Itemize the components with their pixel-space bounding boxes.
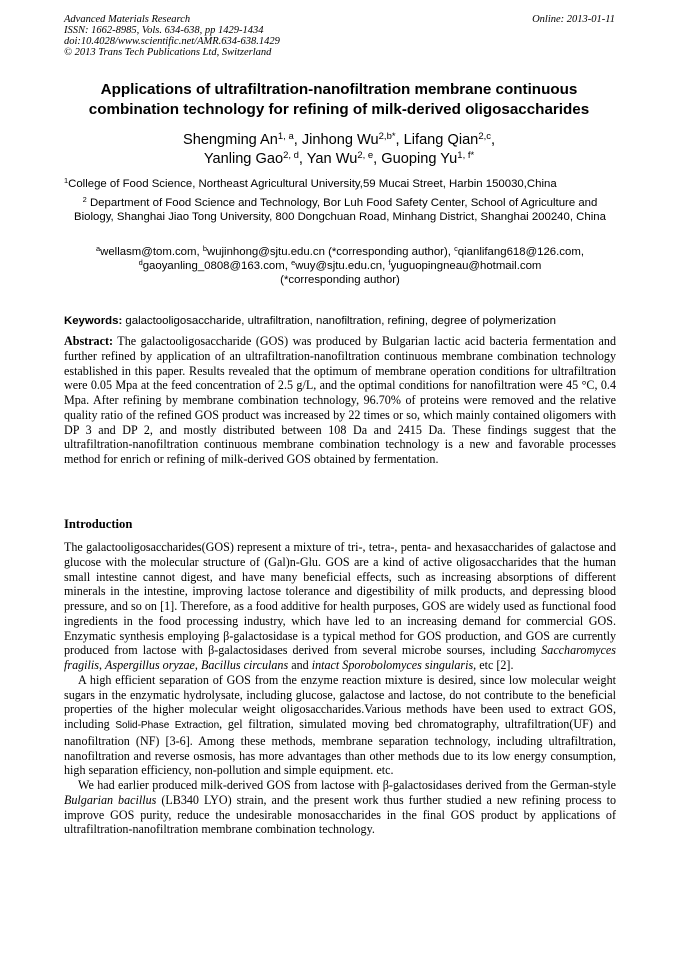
author-name: Yanling Gao	[203, 151, 284, 167]
species-name: intact Sporobolomyces singularis,	[311, 658, 477, 672]
author-emails	[64, 245, 616, 287]
affiliation-2	[64, 196, 616, 224]
online-date: Online: 2013-01-11	[532, 14, 615, 25]
affiliation-1	[64, 177, 616, 191]
paragraph	[64, 540, 616, 673]
text-run: We had earlier produced milk-derived GOS from lactose with β-galactosidases derived from the German-style	[78, 778, 616, 792]
author-list: Shengming An$^{1, a}$, Jinhong $Wu^{2,b*}$, Lifang Qian$^{2,c}$, Yanling Gao$^{2, d}$, Yan Wu$^{2, e}$, Guoping $Yu^{1, f*}$	[182, 130, 496, 167]
author-name: Yan Wu	[306, 151, 358, 167]
paper-title	[40, 80, 638, 120]
author-affiliation-mark: 2,b*	[378, 130, 396, 142]
email-mark: a	[96, 243, 101, 253]
text-run: and	[288, 658, 312, 672]
email-link[interactable]: wuy@sjtu.edu.cn,	[295, 260, 389, 272]
email-link[interactable]: wellasm@tom.com,	[100, 246, 203, 258]
abstract-label: Abstract:	[64, 334, 114, 348]
abstract-text: The galactooligosaccharide (GOS) was produced by Bulgarian lactic acid bacteria fermentation and further refined by application of an ultrafiltration-nanofiltration continuous membrane combination technology established in this paper. Results revealed that the optimum of membrane operation conditions for ultrafiltration were 0.05 Mpa at the feed concentration of 2.5 g/L, and the optimal conditions for nanofiltration were 45 °C, 0.4 Mpa. After refining by membrane combination technology, 96.70% of proteins were removed and the relative quality ratio of the refined GOS product was increased by 22 times or so, which mainly contained oligomers with DP 3 and DP 2, and mostly distributed between 108 Da and 2415 Da. These findings suggest that the ultrafiltration-nanofiltration continuous membrane combination technology is a new and favorable processes method for enrich or refining of milk-derived GOS obtained by fermentation.	[64, 334, 616, 466]
email-mark: e	[291, 257, 296, 267]
section-heading-introduction: Introduction	[64, 517, 133, 531]
author-name: Lifang Qian	[403, 132, 479, 148]
email-link[interactable]: wujinhong@sjtu.edu.cn (*corresponding author),	[206, 246, 455, 258]
paragraph	[64, 778, 616, 837]
email-mark: c	[454, 243, 458, 253]
species-name: Saccharomyces fragilis	[64, 643, 616, 672]
affiliation-number: 2	[82, 194, 87, 204]
email-link[interactable]: qianlifang618@126.com,	[457, 246, 584, 258]
affiliation-text: College of Food Science, Northeast Agricultural University,59 Mucai Street, Harbin 150030,China	[68, 178, 557, 190]
email-mark: f	[388, 257, 391, 267]
title-line-2: combination technology for refining of milk-derived oligosaccharides	[88, 101, 590, 118]
journal-doi: doi:10.4028/www.scientific.net/AMR.634-638.1429	[64, 36, 280, 47]
author-name: Jinhong Wu	[301, 132, 379, 148]
species-name: Aspergillus oryzae	[105, 658, 195, 672]
abstract	[64, 334, 616, 467]
species-name: Bulgarian bacillus	[64, 792, 157, 807]
text-run: A high efficient separation of GOS from the enzyme reaction mixture is desired, since low molecular weight sugars in the enzymatic hydrolysate, including glucose, galactose and lactose, do not contribute to the beneficial properties of the higher molecular weight oligosaccharides.Various methods have been used to extract GOS, including	[64, 672, 616, 731]
affiliation-text: Department of Food Science and Technology, Bor Luh Food Safety Center, School of Agriculture and Biology, Shanghai Jiao Tong University, 800 Dongchuan Road, Minhang District, Shanghai 200240, China	[74, 197, 606, 223]
email-mark: b	[202, 243, 207, 253]
author-name: Shengming An	[182, 132, 278, 148]
author-affiliation-mark: 2, e	[357, 149, 374, 161]
affiliation-number: 1	[64, 175, 69, 185]
text-run: ,	[98, 658, 105, 672]
text-run: Solid-Phase Extraction	[115, 720, 220, 731]
introduction-body	[64, 540, 616, 837]
email-mark: d	[138, 257, 143, 267]
author-affiliation-mark: 2, d	[283, 149, 299, 161]
email-link[interactable]: gaoyanling_0808@163.com,	[142, 260, 292, 272]
text-run: , gel filtration, simulated moving bed chromatography, ultrafiltration(UF) and nanofiltration (NF) [3-6]. Among these methods, membrane separation technology, including ultrafiltration, nanofiltration and reverse osmosis, has more advantages than other methods due to its low energy consumption, high separation efficiency, non-pollution and simple equipment. etc.	[64, 717, 616, 778]
journal-copyright: © 2013 Trans Tech Publications Ltd, Switzerland	[64, 47, 272, 58]
keywords	[64, 314, 624, 328]
text-run: etc [2].	[476, 658, 514, 672]
journal-name: Advanced Materials Research	[64, 14, 191, 25]
journal-header	[64, 14, 280, 58]
keywords-label: Keywords:	[64, 315, 123, 327]
author-affiliation-mark: 2,c	[478, 130, 491, 142]
title-line-1: Applications of ultrafiltration-nanofiltration membrane continuous	[100, 81, 578, 98]
corresponding-note: (*corresponding author)	[280, 274, 400, 286]
author-affiliation-mark: 1, a	[277, 130, 294, 142]
author-affiliation-mark: 1, f*	[457, 149, 475, 161]
journal-issn: ISSN: 1662-8985, Vols. 634-638, pp 1429-1434	[64, 25, 264, 36]
keywords-text: galactooligosaccharide, ultrafiltration, nanofiltration, refining, degree of polymerization	[122, 315, 556, 327]
text-run: The galactooligosaccharides(GOS) represent a mixture of tri-, tetra-, penta- and hexasaccharides of galactose and glucose with the molecular structure of (Gal)n-Glu. GOS are a kind of active oligosaccharides that the human small intestine cannot digest, and have many beneficial effects, such as increasing absorptions of different minerals in the intestine, improving lactose tolerance and digestibility of milk products, and depressing blood pressure, and so on [1]. Therefore, as a food additive for health purposes, GOS are widely used as functional food ingredients in the food processing industry, which have led to an increasing demand for commercial GOS. Enzymatic synthesis employing β-galactosidase is a typical method for GOS production, and GOS are currently produced from lactose with β-galactosidases derived from several microbe sourses, including	[64, 540, 616, 658]
text-run: (LB340 LYO) strain, and the present work thus further studied a new refining process to improve GOS purity, reduce the undesirable monosaccharides in the final GOS product by applications of ultrafiltration-nanofiltration membrane combination technology.	[64, 792, 616, 837]
author-name: Guoping Yu	[381, 151, 458, 167]
email-link[interactable]: yuguopingneau@hotmail.com	[390, 260, 542, 272]
species-name: Bacillus circulans	[200, 658, 289, 672]
paragraph	[64, 673, 616, 778]
text-run: ,	[194, 658, 201, 672]
